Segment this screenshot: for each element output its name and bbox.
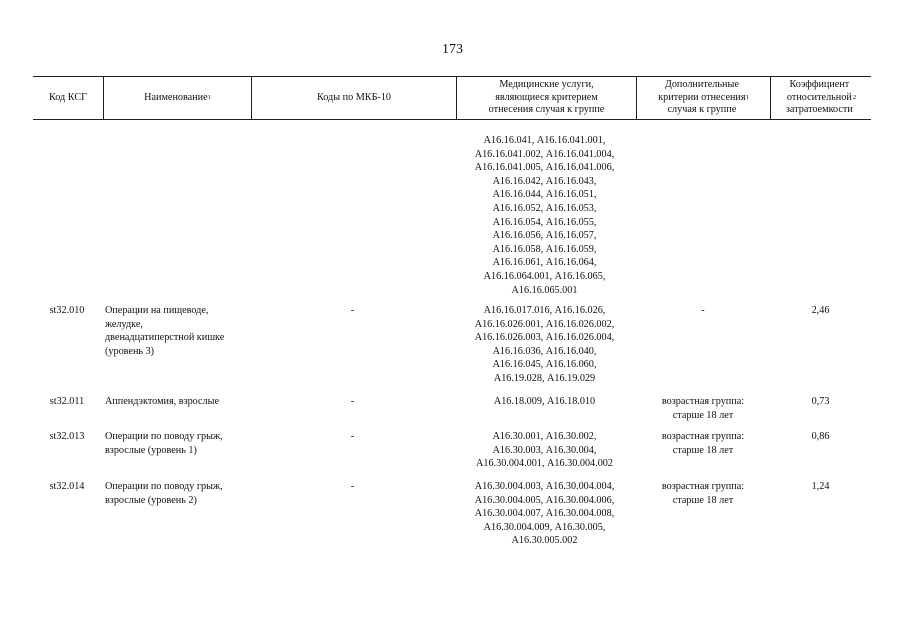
cell-criteria: - [701,305,705,316]
header-mkb [251,77,456,119]
cell-services: А16.16.017.016, А16.16.026, А16.16.026.001, А16.16.026.002, А16.16.026.003, А16.16.026.004, А16.16.036, А16.16.040, А16.16.045, А16.16.060, А16.19.028, А16.19.029 [474,305,615,384]
cell-services: А16.18.009, А16.18.010 [493,396,596,407]
cell-mkb: - [350,396,355,407]
table-row [33,395,871,425]
table-row [33,304,871,388]
cell-coef: 0,86 [811,431,830,442]
header-code-label: Код КСГ [48,91,88,103]
cell-coef: 0,73 [811,396,830,407]
table-row [33,430,871,474]
cell-code: st32.011 [49,396,85,407]
cell-name: Операции по поводу грыж, взрослые (уровень 1) [105,431,223,456]
page-number: 173 [442,42,463,57]
cell-criteria: возрастная группа: старше 18 лет [661,481,745,506]
cell-mkb: - [350,481,355,492]
header-name-label: Наименование [144,91,208,103]
cell-mkb: - [350,305,355,316]
cell-services: А16.30.001, А16.30.002, А16.30.003, А16.30.004, А16.30.004.001, А16.30.004.002 [476,431,613,470]
header-criteria-label: Дополнительные критерии отнесения случая к группе [658,79,746,116]
cell-name: Операции по поводу грыж, взрослые (уровень 2) [105,481,223,506]
cell-mkb: - [350,431,355,442]
header-coef: Коэффициент относительной затратоемкости 2 [770,77,871,119]
cell-services: А16.16.041, А16.16.041.001, А16.16.041.002, А16.16.041.004, А16.16.041.005, А16.16.041.006, А16.16.042, А16.16.043, А16.16.044, А16.16.051, А16.16.052, А16.16.053, А16.16.054, А16.16.055, А16.16.056, А16.16.057, А16.16.058, А16.16.059, А16.16.061, А16.16.064, А16.16.064.001, А16.16.065, А16.16.065.001 [474,135,615,296]
cell-code: st32.010 [49,305,85,316]
cell-criteria: возрастная группа: старше 18 лет [661,396,745,421]
header-mkb-label: Коды по МКБ-10 [316,91,392,103]
cell-coef: 2,46 [811,305,830,316]
table-row-continuation [33,134,871,296]
header-criteria: Дополнительные критерии отнесения случая к группе 1 [636,77,770,119]
table-row [33,480,871,550]
cell-code: st32.014 [49,481,85,492]
table-header [33,76,871,120]
header-services-label: Медицинские услуги, являющиеся критерием отнесения случая к группе [488,79,605,116]
header-code [33,77,103,119]
cell-services: А16.30.004.003, А16.30.004.004, А16.30.004.005, А16.30.004.006, А16.30.004.007, А16.30.004.008, А16.30.004.009, А16.30.005, А16.30.005.002 [474,481,615,547]
cell-name: Аппендэктомия, взрослые [105,396,220,407]
cell-coef: 1,24 [811,481,830,492]
header-coef-label: Коэффициент относительной затратоемкости [785,79,853,116]
header-name: Наименование 1 [103,77,251,119]
cell-criteria: возрастная группа: старше 18 лет [661,431,745,456]
cell-code: st32.013 [49,431,85,442]
header-services [456,77,636,119]
cell-name: Операции на пищеводе, желудке, двенадцатиперстной кишке (уровень 3) [105,305,225,357]
